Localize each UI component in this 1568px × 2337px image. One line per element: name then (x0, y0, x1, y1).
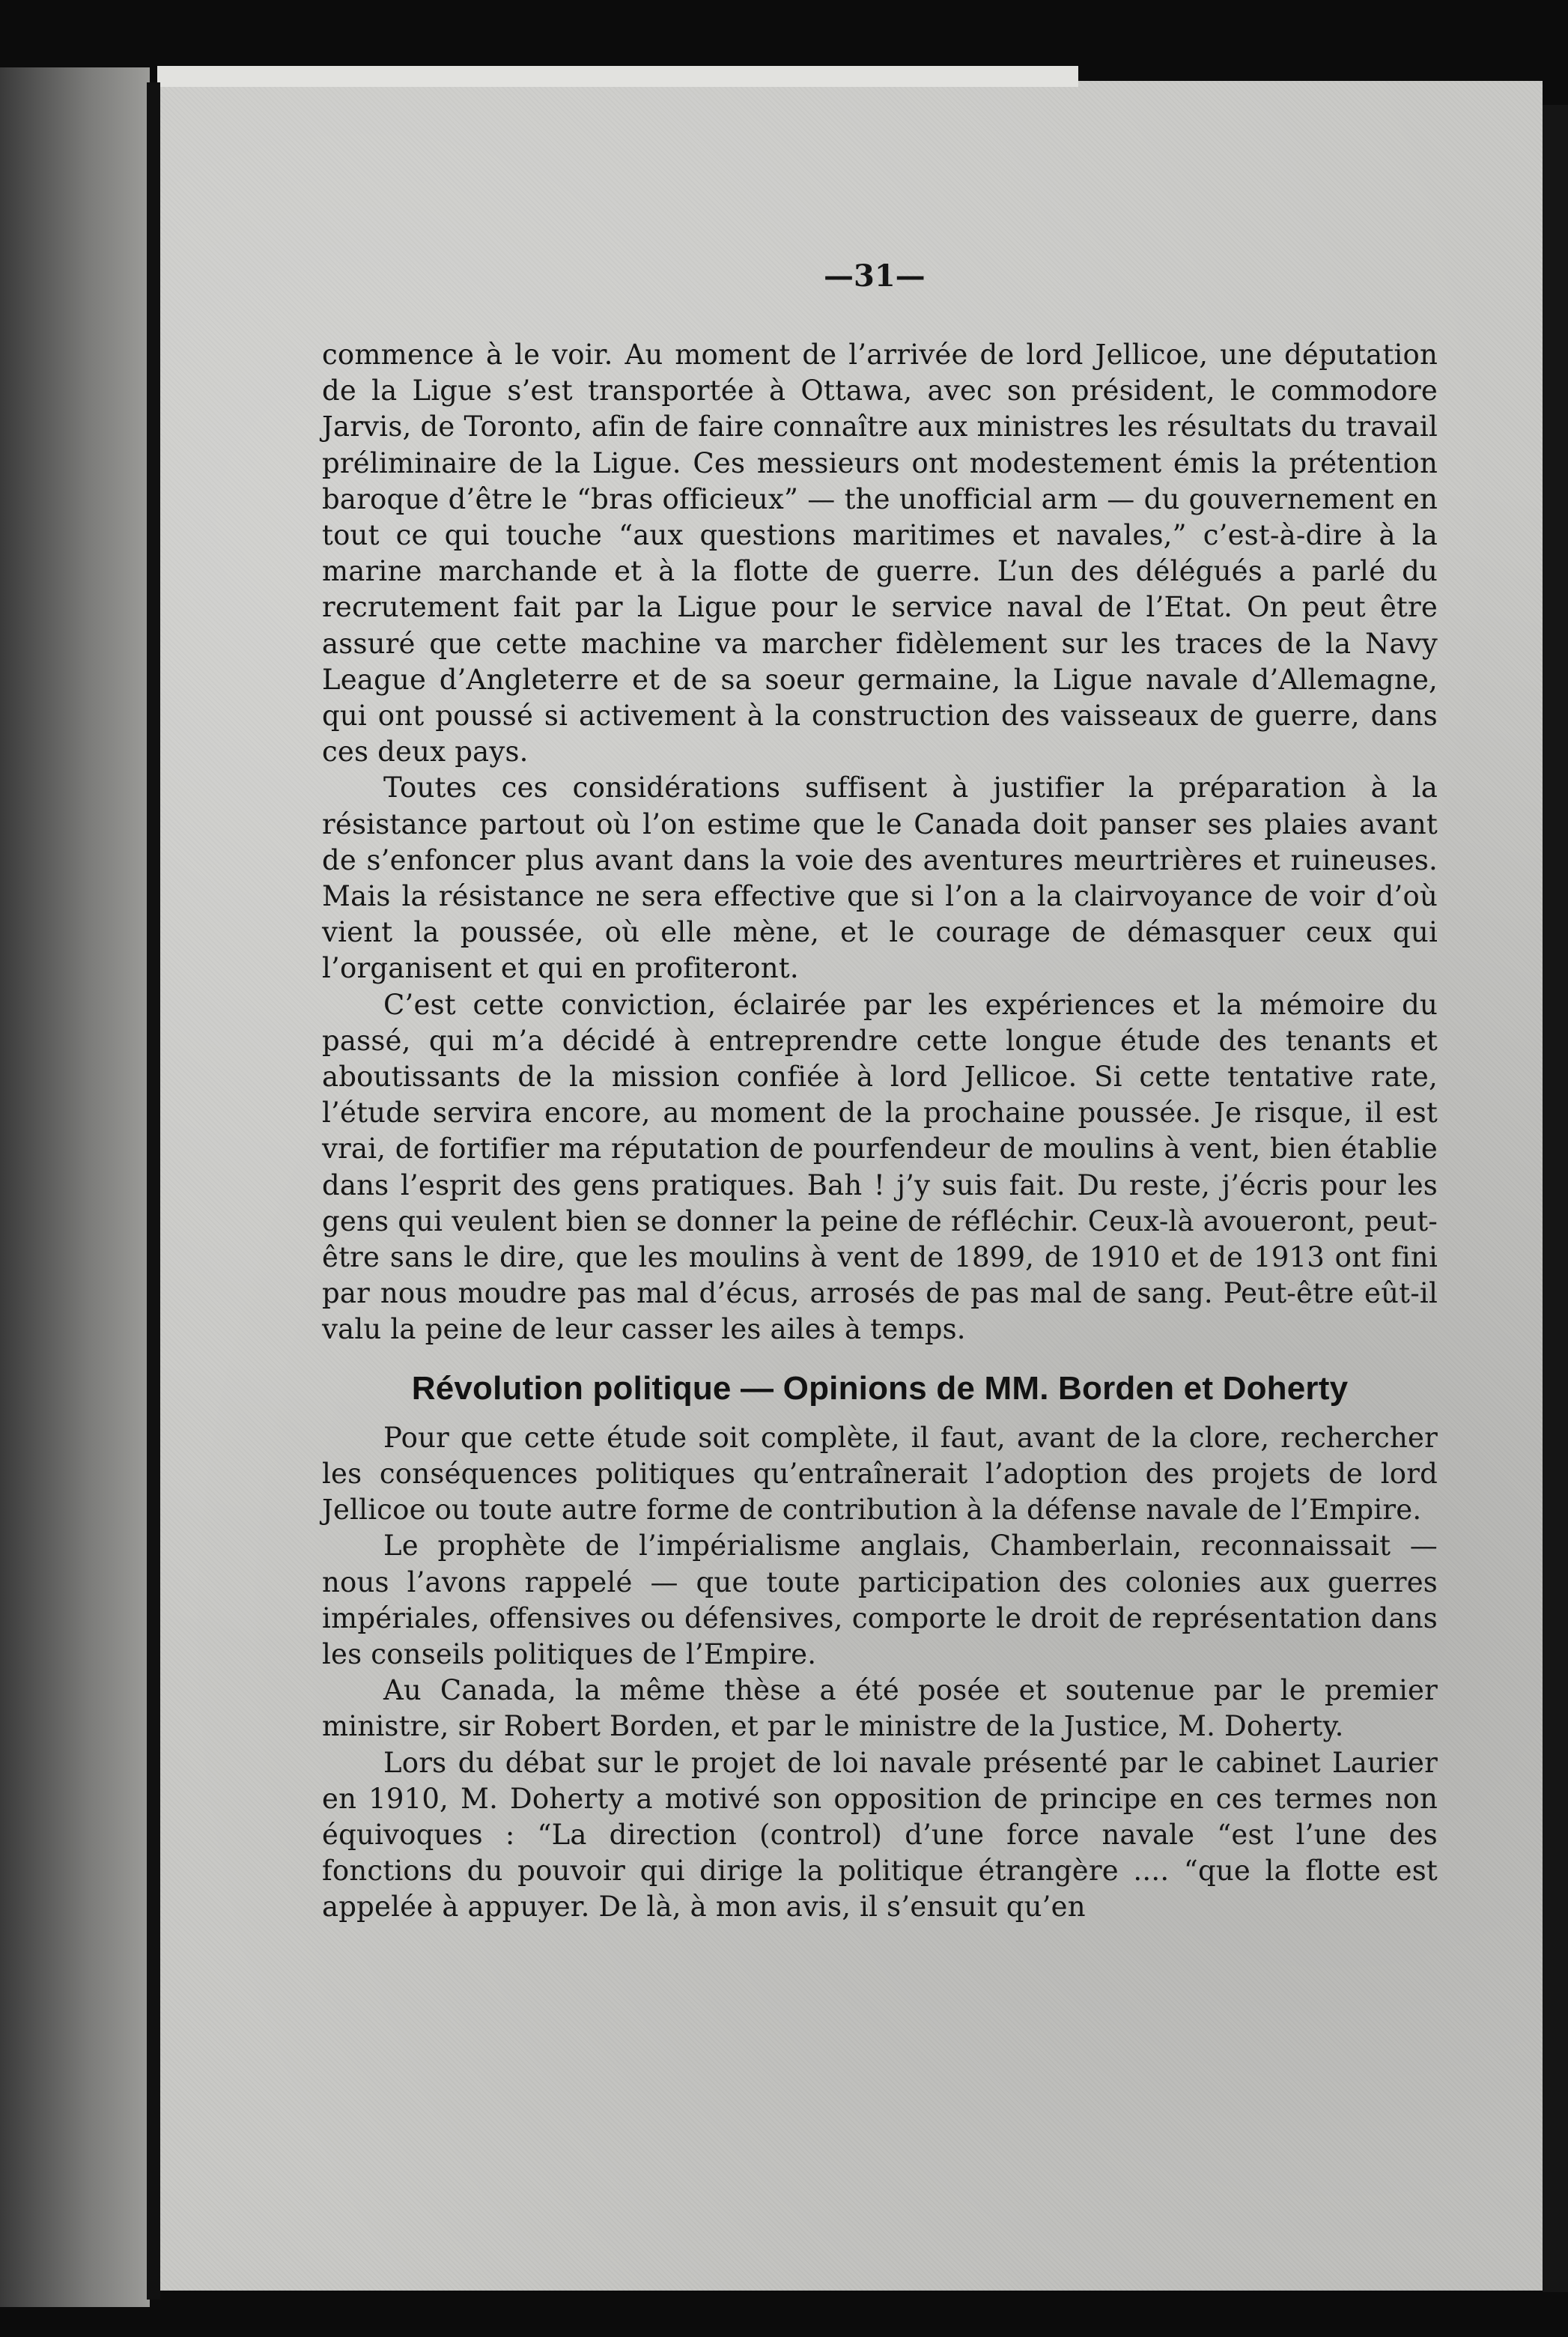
paragraph: Pour que cette étude soit complète, il faut, avant de la clore, rechercher les conséquences politiques qu’entraînerait l’adoption des projets de lord Jellicoe ou toute autre forme de contribution à la défense navale de l’Empire. (322, 1421, 1438, 1527)
binding-shadow (147, 82, 160, 2300)
paragraph: C’est cette conviction, éclairée par les expériences et la mémoire du passé, qui m’a décidé à entreprendre cette longue étude des tenants et aboutissants de la mission confiée à lord Jellicoe. Si cette tentative rate, l’étude servira encore, au moment de la prochaine poussée. Je risque, il est vrai, de fortifier ma réputation de pourfendeur de moulins à vent, bien établie dans l’esprit des gens pratiques. Bah ! j’y suis fait. Du reste, j’écris pour les gens qui veulent bien se donner la peine de réfléchir. Ceux-là avoueront, peut-être sans le dire, que les moulins à vent de 1899, de 1910 et de 1913 ont fini par nous moudre pas mal d’écus, arrosés de pas mal de sang. Peut-être eût-il valu la peine de leur casser les ailes à temps. (322, 988, 1438, 1346)
page-number: —31— (824, 258, 926, 294)
paragraph: Au Canada, la même thèse a été posée et soutenue par le premier ministre, sir Robert Borden, et par le ministre de la Justice, M. Doherty. (322, 1674, 1438, 1743)
page-right-edge (1543, 105, 1568, 2292)
paragraph: Lors du débat sur le projet de loi navale présenté par le cabinet Laurier en 1910, M. Doherty a motivé son opposition de principe en ces termes non équivoques : “La direction (control) d’une force navale “est l’une des fonctions du pouvoir qui dirige la politique étrangère .... “que la flotte est appelée à appuyer. De là, à mon avis, il s’ensuit qu’en (322, 1746, 1438, 1924)
paragraph: Toutes ces considérations suffisent à justifier la préparation à la résistance partout où l’on estime que le Canada doit panser ses plaies avant de s’enfoncer plus avant dans la voie des aventures meurtrières et ruineuses. Mais la résistance ne sera effective que si l’on a la clairvoyance de voir d’où vient la poussée, où elle mène, et le courage de démasquer ceux qui l’organisent et qui en profiteront. (322, 772, 1438, 985)
page-top-edge (157, 66, 1078, 87)
adjacent-page-edge (0, 67, 150, 2307)
page-body (322, 337, 1438, 1926)
paragraph-continuation: commence à le voir. Au moment de l’arrivée de lord Jellicoe, une députation de la Ligue s’est transportée à Ottawa, avec son président, le commodore Jarvis, de Toronto, afin de faire connaître aux ministres les résultats du travail préliminaire de la Ligue. Ces messieurs ont modestement émis la prétention baroque d’être le “bras officieux” — the unofficial arm — du gouvernement en tout ce qui touche “aux questions maritimes et navales,” c’est-à-dire à la marine marchande et à la flotte de guerre. L’un des délégués a parlé du recrutement fait par la Ligue pour le service naval de l’Etat. On peut être assuré que cette machine va marcher fidèlement sur les traces de la Navy League d’Angleterre et de sa soeur germaine, la Ligue navale d’Allemagne, qui ont poussé si activement à la construction des vaisseaux de guerre, dans ces deux pays. (322, 339, 1438, 769)
paragraph: Le prophète de l’impérialisme anglais, Chamberlain, reconnaissait — nous l’avons rappelé — que toute participation des colonies aux guerres impériales, offensives ou défensives, comporte le droit de représentation dans les conseils politiques de l’Empire. (322, 1530, 1438, 1670)
section-heading: Révolution politique — Opinions de MM. Borden et Doherty (411, 1369, 1349, 1407)
